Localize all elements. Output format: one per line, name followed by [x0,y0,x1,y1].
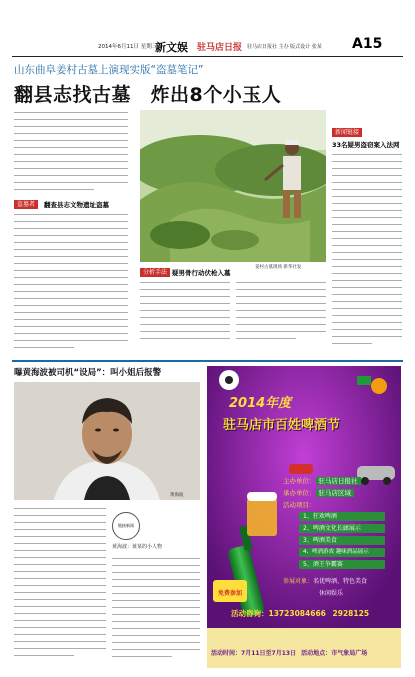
ad-phone-2: 2928125 [332,609,370,618]
lead-tag: 盗墓者 [14,200,38,209]
ad-item-2: 2、啤酒文化长廊展示 [299,524,385,533]
ad-year-title: 2014年度 [229,396,292,411]
lead-left-text [14,110,128,195]
ad-phone-row [231,608,369,619]
ad-main-title: 驻马店市百姓啤酒节 [223,418,341,433]
ad-time-label: 活动时间： [211,650,242,657]
date-line: 2014年6月11日 星期三 [98,44,158,50]
ad-organizer-label: 承办单位： [283,489,316,497]
ad-row-items [283,500,316,509]
section-divider [12,360,403,362]
lead-left-text-2 [14,212,128,352]
ad-sponsor-value: 驻马店日报社 [316,477,361,485]
lead-headline: 翻县志找古墓 炸出8个小玉人 [14,84,282,106]
ad-extra-label: 参展对象： [283,578,314,585]
ad-row-organizer [283,488,354,497]
feature-text-mid [112,556,200,666]
mid-text [140,280,326,350]
section-name: 新文娱 [155,41,188,54]
mid-title: 疑男骨行动伏枪入墓 [172,269,231,277]
ad-item-4: 4、啤酒游戏 趣味酒品展示 [299,548,385,557]
lead-kicker: 山东曲阜姜村古墓上演现实版“盗墓笔记” [14,64,204,76]
ad-organizer-value: 驻马店区域 [316,489,355,497]
ad-place-label: 活动地点： [301,650,332,657]
ad-sponsor-label: 主办单位： [283,477,316,485]
mid-tag: 分析手法 [140,268,170,277]
ad-items-label: 活动项目： [283,501,316,509]
ad-time-value: 7月11日至7月13日 [241,650,297,657]
right-title: 33名疑男盗窃案入法网 [332,141,400,149]
lead-subtag: 翻查县志文物遗址盗墓 [44,201,109,209]
ad-time-row [211,648,367,657]
ad-phone-label: 活动咨询： [231,609,269,618]
ad-badge [213,580,247,602]
ad-badge-text: 免费参加 [217,590,242,597]
feature-quote-badge [112,512,140,540]
header-rule [12,56,403,57]
right-col-text [332,152,402,352]
feature-quote-badge-text: 链接新闻 [118,523,134,528]
page-number: A15 [352,36,383,52]
ad-place-value: 市气象局广场 [331,650,368,657]
ad-extra [283,576,367,585]
lead-photo [140,110,326,262]
header-info: 驻马店日报社 主办 版式设计 张某 [247,44,322,50]
ad-extra-value: 名优啤酒、特色美食 [313,578,368,585]
right-tag: 新闻链接 [332,128,362,137]
ad-item-5: 5、酒王争霸赛 [299,560,385,569]
lead-photo-caption: 姜村古墓现场 新华社发 [255,265,302,270]
feature-photo [14,382,200,500]
ad-item-1: 1、狂欢啤酒 [299,512,385,521]
ad-item-3: 3、啤酒美食 [299,536,385,545]
ad-extra-line: 休闲娱乐 [319,590,344,597]
feature-side-text: 黄海波：黄某的小人物 [112,544,163,550]
beer-festival-ad [207,366,401,668]
newspaper-logo: 驻马店日报 [197,43,243,53]
feature-title: 曝黄海波被司机“设局”：叫小姐后报警 [14,368,162,378]
feature-text-left [14,506,106,666]
ad-row-sponsor [283,476,361,485]
ad-phone-1: 13723084666 [268,609,326,618]
feature-photo-caption: 黄海波 [170,493,184,498]
